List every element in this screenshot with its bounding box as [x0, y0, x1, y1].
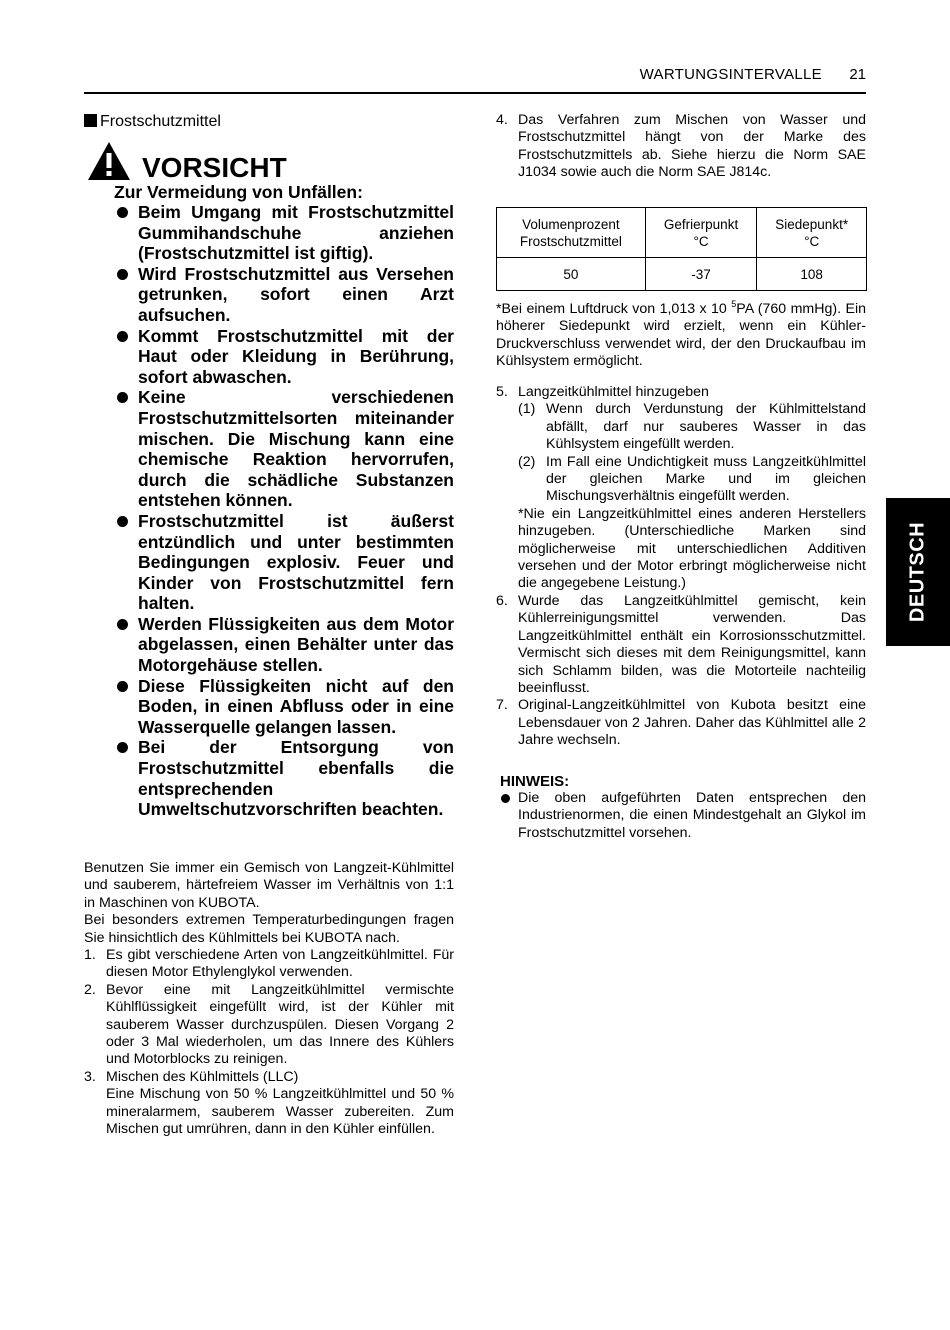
table-cell: -37 — [645, 258, 757, 291]
list-item: Werden Flüssigkeiten aus dem Motor abgelassen, einen Behälter unter das Motorgehäuse stellen. — [114, 614, 454, 676]
list-item: Wird Frostschutzmittel aus Versehen getrunken, sofort einen Arzt aufsuchen. — [114, 264, 454, 326]
warning-title: VORSICHT — [142, 152, 287, 183]
page-header — [84, 64, 866, 94]
step-4 — [496, 112, 866, 182]
list-item: Keine verschiedenen Frostschutzmittelsorten miteinander mischen. Die Mischung kann eine chemische Reaktion hervorrufen, durch die schädliche Substanzen entstehen können. — [114, 387, 454, 511]
step-2: 2. Bevor eine mit Langzeitkühlmittel vermischte Kühlflüssigkeit eingefüllt wird, ist der Kühler mit sauberem Wasser durchzuspülen. Diesen Vorgang 2 oder 3 Mal wiederholen, um das Innere des Kühlers und Motorblocks zu reinigen. — [84, 981, 454, 1068]
coolant-table — [496, 207, 867, 291]
list-item: Kommt Frostschutzmittel mit der Haut oder Kleidung in Berührung, sofort abwaschen. — [114, 326, 454, 388]
bullet-icon — [117, 516, 128, 527]
list-item: Frostschutzmittel ist äußerst entzündlich und unter bestimmten Bedingungen explosiv. Feuer und Kinder von Frostschutzmittel fern halten. — [114, 511, 454, 614]
header-title: WARTUNGSINTERVALLE — [639, 66, 822, 83]
list-item: Die oben aufgeführten Daten entsprechen den Industrienormen, die einen Mindestgehalt an Glykol im Frostschutzmittel vorsehen. — [500, 790, 866, 842]
table-header-cell: Siedepunkt* °C — [757, 208, 867, 258]
steps-list — [84, 947, 454, 1138]
table-cell: 108 — [757, 258, 867, 291]
list-item: Beim Umgang mit Frostschutzmittel Gummihandschuhe anziehen (Frostschutzmittel ist giftig). — [114, 202, 454, 264]
list-item: 4. Das Verfahren zum Mischen von Wasser und Frostschutzmittel hängt von der Marke des Frostschutzmittels ab. Siehe hierzu die Norm SAE J1034 sowie auch die Norm SAE J814c. — [496, 112, 866, 181]
table-note: *Bei einem Luftdruck von 1,013 x 10 $^5$PA (760 mmHg). Ein höherer Siedepunkt wird erzielt, wenn ein Kühler-Druckverschluss verwendet wird, der den Druckaufbau im Kühlsystem ermöglicht. — [496, 299, 866, 370]
list-item: Diese Flüssigkeiten nicht auf den Boden, in einen Abfluss oder in eine Wasserquelle gelangen lassen. — [114, 676, 454, 738]
step-1: 1. Es gibt verschiedene Arten von Langzeitkühlmittel. Für diesen Motor Ethylenglykol verwenden. — [84, 947, 454, 981]
section-title-text: Frostschutzmittel — [100, 113, 221, 130]
sub-item: (1) Wenn durch Verdunstung der Kühlmittelstand abfällt, darf nur sauberes Wasser in das Kühlsystem eingefüllt werden. — [518, 401, 866, 453]
intro-paragraph: Benutzen Sie immer ein Gemisch von Langzeit-Kühlmittel und sauberem, härtefreiem Wasser im Verhältnis von 1:1 in Maschinen von KUBOTA. — [84, 860, 454, 911]
sub-item: (2) Im Fall eine Undichtigkeit muss Langzeitkühlmittel der gleichen Marke und im gleichen Mischungsverhältnis eingefüllt werden. — [518, 453, 866, 505]
step-5: 5. Langzeitkühlmittel hinzugeben (1) Wenn durch Verdunstung der Kühlmittelstand abfällt, darf nur sauberes Wasser in das Kühlsystem eingefüllt werden. (2) Im Fall eine Undichtigkeit muss Langzeitkühlmittel der gleichen Marke und im gleichen Mischungsverhältnis eingefüllt werden. *Nie ein Langzeitkühlmittel eines anderen Herstellers hinzugeben. (Unterschiedliche Marken sind möglicherweise mit unterschiedlichen Additiven versehen und der Motor erbringt möglicherweise nicht die angegebene Leistung.) — [496, 384, 866, 592]
bullet-icon — [117, 742, 128, 753]
step-3: 3. Mischen des Kühlmittels (LLC) Eine Mischung von 50 % Langzeitkühlmittel und 50 % mineralarmem, sauberem Wasser zubereiten. Zum Mischen gut umrühren, dann in den Kühler einfüllen. — [84, 1068, 454, 1138]
bullet-icon — [117, 681, 128, 692]
step5-note: *Nie ein Langzeitkühlmittel eines anderen Herstellers hinzugeben. (Unterschiedliche Marken sind möglicherweise mit unterschiedlichen Additiven versehen und der Motor erbringt möglicherweise nicht die angegebene Leistung.) — [518, 505, 866, 592]
language-tab-label: DEUTSCH — [906, 521, 929, 623]
table-cell: 50 — [497, 258, 646, 291]
step-6: 6. Wurde das Langzeitkühlmittel gemischt, kein Kühlerreinigungsmittel verwenden. Das Langzeitkühlmittel enthält ein Korrosionsschutzmittel. Vermischt sich dieses mit dem Reinigungsmittel, kann sich Schlamm bilden, was die Motorteile nachteilig beeinflusst. — [496, 592, 866, 696]
language-tab — [886, 498, 950, 646]
note-list — [500, 790, 866, 842]
bullet-icon — [117, 207, 128, 218]
section-title — [84, 113, 221, 131]
table-row — [497, 258, 867, 291]
bullet-icon — [117, 619, 128, 630]
warning-subtitle: Zur Vermeidung von Unfällen: — [114, 182, 363, 202]
page-number: 21 — [849, 66, 866, 83]
bullet-icon — [117, 331, 128, 342]
table-header-row — [497, 208, 867, 258]
note-title: HINWEIS: — [500, 773, 570, 790]
warning-list — [114, 202, 454, 820]
left-body — [84, 860, 454, 1139]
table-header-cell: Gefrierpunkt °C — [645, 208, 757, 258]
table-header-cell: Volumenprozent Frostschutzmittel — [497, 208, 646, 258]
right-steps — [496, 384, 866, 750]
bullet-icon — [117, 269, 128, 280]
bullet-icon — [117, 392, 128, 403]
bullet-icon — [501, 794, 510, 803]
warning-triangle-icon — [86, 140, 132, 182]
square-bullet-icon — [84, 114, 97, 127]
intro-paragraph: Bei besonders extremen Temperaturbedingungen fragen Sie hinsichtlich des Kühlmittels bei KUBOTA nach. — [84, 912, 454, 946]
step-7: 7. Original-Langzeitkühlmittel von Kubota besitzt eine Lebensdauer von 2 Jahren. Daher das Kühlmittel alle 2 Jahre wechseln. — [496, 697, 866, 749]
list-item: Bei der Entsorgung von Frostschutzmittel ebenfalls die entsprechenden Umweltschutzvorschriften beachten. — [114, 737, 454, 819]
